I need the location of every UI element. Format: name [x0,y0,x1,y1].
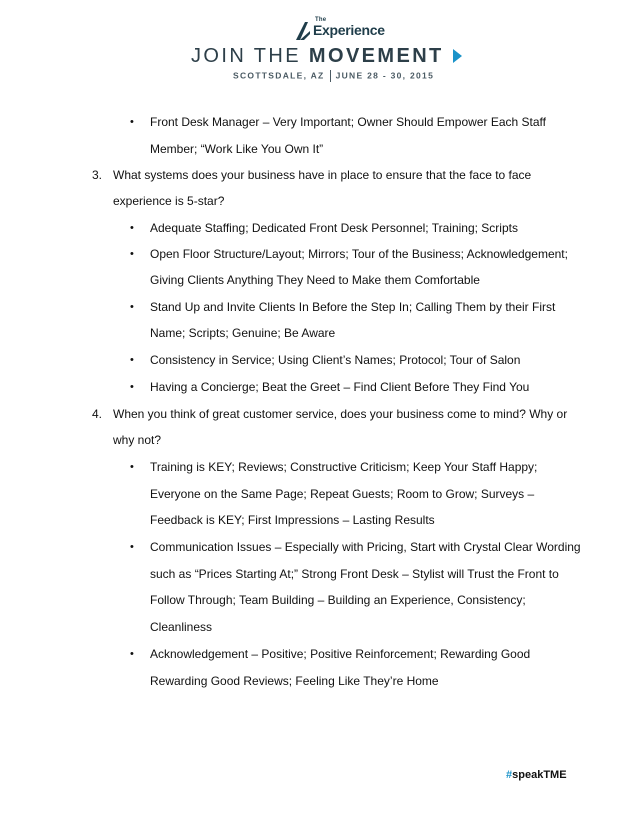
bullet-icon: • [130,248,134,260]
list-item: Having a Concierge; Beat the Greet – Find Client Before They Find You [150,380,530,394]
bullet-icon: • [130,301,134,313]
list-item-continuation: Cleanliness [150,620,213,634]
list-item: Adequate Staffing; Dedicated Front Desk Personnel; Training; Scripts [150,221,518,235]
list-item: Front Desk Manager – Very Important; Owner Should Empower Each Staff [150,115,546,129]
list-item: Stand Up and Invite Clients In Before the Step In; Calling Them by their First [150,300,556,314]
banner-subtitle [233,70,434,82]
banner-location: SCOTTSDALE, AZ [233,70,325,81]
banner-title-bold: MOVEMENT [308,45,444,67]
list-item: Acknowledgement – Positive; Positive Reinforcement; Rewarding Good [150,647,531,661]
list-item-continuation: Name; Scripts; Genuine; Be Aware [150,326,336,340]
list-item-continuation: Member; “Work Like You Own It” [150,142,324,156]
question-text: What systems does your business have in place to ensure that the face to face [113,168,532,182]
list-item: Training is KEY; Reviews; Constructive Criticism; Keep Your Staff Happy; [150,460,538,474]
logo-main-text: Experience [313,22,385,38]
question-text: When you think of great customer service, does your business come to mind? Why or [113,407,568,421]
play-arrow-icon [453,49,462,63]
list-item-continuation: Giving Clients Anything They Need to Make them Comfortable [150,273,480,287]
event-banner [0,0,638,90]
question-number: 3. [92,168,103,182]
list-item: Communication Issues – Especially with Pricing, Start with Crystal Clear Wording [150,540,581,554]
question-text-continuation: why not? [113,433,162,447]
bullet-icon: • [130,354,134,366]
list-item-continuation: Follow Through; Team Building – Building an Experience, Consistency; [150,593,526,607]
banner-title [191,45,444,68]
hashtag-text: speakTME [512,769,567,781]
banner-dates: JUNE 28 - 30, 2015 [335,70,435,81]
bullet-icon: • [130,116,134,128]
list-item: Open Floor Structure/Layout; Mirrors; Tour of the Business; Acknowledgement; [150,247,568,261]
hashtag-symbol: # [506,769,513,781]
list-item-continuation: Feedback is KEY; First Impressions – Lasting Results [150,513,435,527]
banner-title-light: JOIN THE [191,45,309,67]
bullet-icon: • [130,648,134,660]
list-item-continuation: Everyone on the Same Page; Repeat Guests; Room to Grow; Surveys – [150,487,535,501]
list-item-continuation: such as “Prices Starting At;” Strong Front Desk – Stylist will Trust the Front to [150,567,559,581]
logo-small-text: The [315,17,327,23]
list-item-continuation: Rewarding Good Reviews; Feeling Like They’re Home [150,674,439,688]
bullet-icon: • [130,222,134,234]
question-text-continuation: experience is 5-star? [113,194,225,208]
hashtag-footer [506,769,567,781]
question-number: 4. [92,407,103,421]
bullet-icon: • [130,461,134,473]
logo-mark-icon [296,22,310,40]
banner-divider [330,70,331,82]
bullet-icon: • [130,381,134,393]
bullet-icon: • [130,541,134,553]
list-item: Consistency in Service; Using Client’s Names; Protocol; Tour of Salon [150,353,521,367]
